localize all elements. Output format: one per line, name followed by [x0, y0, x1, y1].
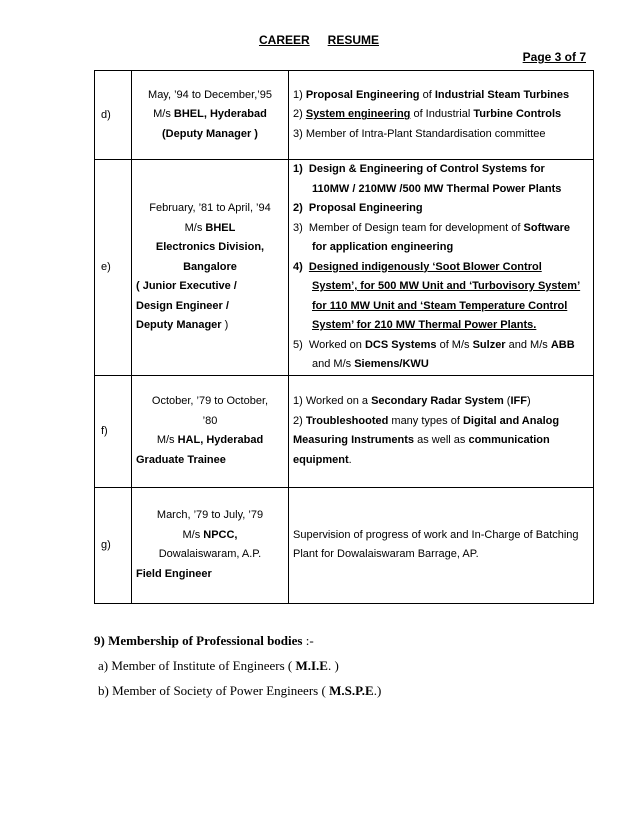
- period: May, ’94 to December,’95: [148, 88, 272, 101]
- list-item: 2) Proposal Engineering: [293, 202, 423, 214]
- employer-cell: [132, 160, 289, 376]
- division: Electronics Division,: [155, 241, 265, 253]
- work-cell: [289, 375, 594, 487]
- company: M/s HAL, Hyderabad: [156, 434, 264, 446]
- row-label: e): [95, 160, 132, 376]
- document-title: [0, 33, 638, 47]
- list-item: 1) Proposal Engineering of Industrial Steam Turbines: [293, 88, 570, 101]
- employer-cell: [132, 71, 289, 160]
- row-label: d): [95, 71, 132, 160]
- career-table: [94, 70, 594, 604]
- list-item: 2) System engineering of Industrial Turbine Controls: [293, 108, 562, 121]
- membership-heading: 9) Membership of Professional bodies :-: [94, 633, 314, 648]
- table-row: [95, 160, 594, 376]
- list-item: 1) Worked on a Secondary Radar System (IFF): [293, 395, 531, 407]
- list-item: 1) Design & Engineering of Control Systems for: [293, 163, 545, 175]
- role: ( Junior Executive /: [136, 280, 237, 292]
- list-item: 5) Worked on DCS Systems of M/s Sulzer and M/s ABB: [293, 338, 575, 351]
- list-item: 3) Member of Design team for development of Software: [293, 221, 570, 234]
- list-item-cont: for application engineering: [312, 241, 454, 253]
- membership-item-b: b) Member of Society of Power Engineers ( M.S.P.E.): [98, 683, 382, 698]
- title-career: CAREER: [258, 33, 310, 47]
- list-item-cont: System’, for 500 MW Unit and ‘Turbovisory System’: [312, 280, 581, 292]
- table-row: [95, 71, 594, 160]
- company: M/s BHEL, Hyderabad: [153, 108, 267, 121]
- company: M/s BHEL: [184, 221, 236, 234]
- description: Supervision of progress of work and In-Charge of Batching: [293, 528, 579, 541]
- period: February, ’81 to April, ’94: [149, 202, 271, 214]
- list-item-cont: equipment.: [293, 453, 352, 466]
- row-label: g): [95, 487, 132, 603]
- page-number: Page 3 of 7: [522, 50, 586, 64]
- title-resume: RESUME: [327, 33, 379, 47]
- work-cell: [289, 160, 594, 376]
- period: October, ’79 to October,: [151, 395, 269, 407]
- list-item-cont: Measuring Instruments as well as communication: [293, 434, 550, 446]
- role: Design Engineer /: [136, 299, 229, 312]
- role: Field Engineer: [136, 567, 212, 580]
- membership-item-a: a) Member of Institute of Engineers ( M.I.E. ): [98, 658, 339, 673]
- list-item: 2) Troubleshooted many types of Digital and Analog: [293, 414, 560, 427]
- table-row: [95, 375, 594, 487]
- employer-cell: [132, 375, 289, 487]
- company: M/s NPCC,: [182, 528, 238, 541]
- period: ’80: [202, 414, 218, 427]
- list-item: 3) Member of Intra-Plant Standardisation committee: [293, 127, 546, 140]
- role: Deputy Manager ): [136, 319, 229, 331]
- list-item-cont: System’ for 210 MW Thermal Power Plants.: [312, 319, 537, 331]
- list-item-cont: for 110 MW Unit and ‘Steam Temperature Control: [312, 299, 568, 312]
- work-cell: [289, 487, 594, 603]
- period: March, ’79 to July, ’79: [156, 509, 264, 521]
- work-cell: [289, 71, 594, 160]
- employer-cell: [132, 487, 289, 603]
- city: Bangalore: [183, 260, 237, 273]
- list-item-cont: and M/s Siemens/KWU: [312, 358, 429, 370]
- table-row: [95, 487, 594, 603]
- city: Dowalaiswaram, A.P.: [158, 548, 262, 560]
- row-label: f): [95, 375, 132, 487]
- role: Graduate Trainee: [136, 453, 226, 466]
- list-item-cont: 110MW / 210MW /500 MW Thermal Power Plants: [312, 182, 562, 195]
- description: Plant for Dowalaiswaram Barrage, AP.: [293, 548, 479, 560]
- role: (Deputy Manager ): [162, 127, 258, 140]
- list-item: 4) Designed indigenously ‘Soot Blower Control: [293, 260, 542, 273]
